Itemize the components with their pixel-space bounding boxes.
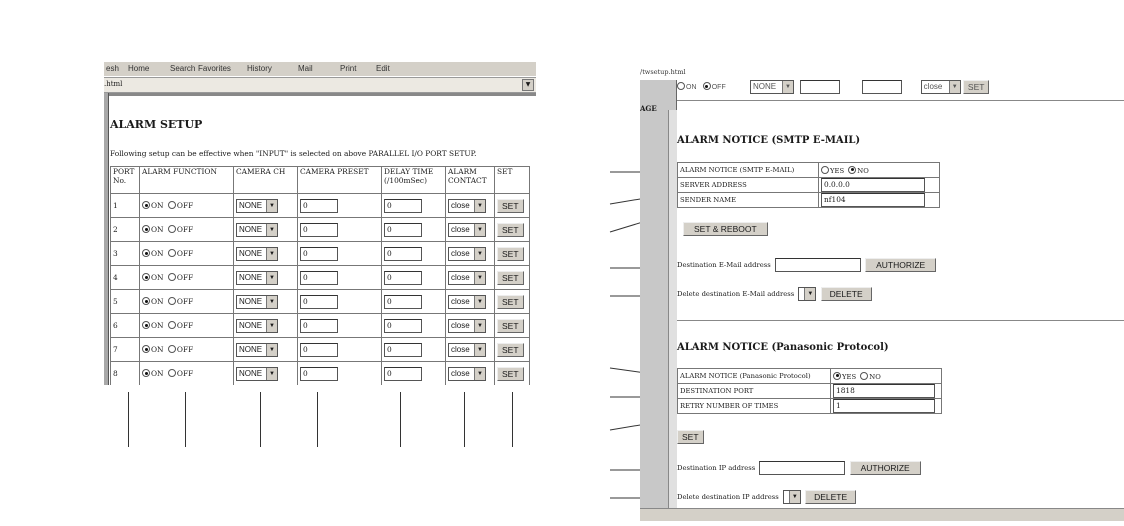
camera-preset-input[interactable]: 0 (300, 271, 338, 285)
header-set: SET (495, 167, 530, 194)
smtp-title: ALARM NOTICE (SMTP E-MAIL) (677, 135, 861, 146)
leader-line-delay (400, 392, 401, 447)
delay-time-input[interactable]: 0 (384, 295, 422, 309)
page-title: ALARM SETUP (110, 118, 203, 131)
toolbar-refresh[interactable]: esh (106, 64, 119, 73)
table-row (111, 194, 530, 218)
dest-port-input[interactable]: 1818 (833, 384, 935, 398)
divider (677, 100, 1124, 101)
top-on-label: ON (686, 84, 697, 91)
alarm-contact-cell (446, 314, 495, 338)
dest-port-label: DESTINATION PORT (678, 384, 831, 399)
alarm-on-radio[interactable] (142, 369, 150, 377)
server-address-label: SERVER ADDRESS (678, 178, 819, 193)
toolbar-print[interactable]: Print (340, 64, 357, 73)
camera-ch-cell (234, 338, 298, 362)
alarm-on-radio[interactable] (142, 225, 150, 233)
alarm-off-radio[interactable] (168, 297, 176, 305)
alarm-contact-cell (446, 194, 495, 218)
delete-ip-label: Delete destination IP address (677, 493, 779, 501)
address-bar[interactable]: /twsetup.html (640, 68, 686, 76)
camera-ch-select[interactable] (236, 199, 278, 213)
panasonic-title: ALARM NOTICE (Panasonic Protocol) (677, 342, 889, 353)
panasonic-yes-label: YES (842, 372, 857, 381)
alarm-contact-select[interactable] (448, 367, 486, 381)
alarm-function-cell (140, 266, 234, 290)
delete-ip-select[interactable] (783, 490, 801, 504)
toolbar-favorites[interactable]: Favorites (198, 64, 231, 73)
alarm-off-radio[interactable] (168, 321, 176, 329)
authorize-email-button[interactable]: AUTHORIZE (865, 258, 936, 272)
panasonic-notice-label: ALARM NOTICE (Panasonic Protocol) (678, 369, 831, 384)
camera-ch-value: NONE (239, 200, 263, 210)
set-cell (495, 314, 530, 338)
delay-time-input[interactable]: 0 (384, 367, 422, 381)
browser-toolbar (104, 62, 536, 76)
alarm-notice-screenshot (640, 62, 1124, 526)
top-on-radio[interactable] (677, 82, 685, 90)
sender-name-cell (819, 193, 940, 208)
camera-preset-input[interactable]: 0 (300, 295, 338, 309)
delay-time-input[interactable]: 0 (384, 247, 422, 261)
on-label: ON (151, 297, 164, 306)
dropdown-arrow-icon: ▼ (266, 248, 277, 260)
dropdown-arrow-icon: ▼ (474, 320, 485, 332)
delete-ip-row (677, 490, 856, 504)
delete-email-select[interactable] (798, 287, 816, 301)
alarm-on-radio[interactable] (142, 273, 150, 281)
off-label: OFF (176, 273, 194, 282)
camera-ch-select[interactable] (236, 295, 278, 309)
panasonic-no-radio[interactable] (860, 372, 868, 380)
authorize-ip-button[interactable]: AUTHORIZE (850, 461, 921, 475)
alarm-contact-select[interactable] (448, 247, 486, 261)
alarm-contact-value: close (451, 368, 470, 378)
set-reboot-button[interactable]: SET & REBOOT (683, 222, 768, 236)
alarm-contact-value: close (451, 344, 470, 354)
off-label: OFF (176, 225, 194, 234)
alarm-off-radio[interactable] (168, 201, 176, 209)
set-button[interactable]: SET (497, 271, 524, 285)
camera-ch-value: NONE (239, 248, 263, 258)
dropdown-arrow-icon: ▼ (474, 296, 485, 308)
dest-ip-row (677, 461, 921, 475)
toolbar-search[interactable]: Search (170, 64, 196, 73)
camera-preset-cell (298, 314, 382, 338)
alarm-off-radio[interactable] (168, 369, 176, 377)
top-contact-value: close (923, 82, 943, 91)
dropdown-arrow-icon: ▼ (789, 491, 800, 503)
panasonic-table (677, 368, 942, 414)
on-label: ON (151, 321, 164, 330)
top-camera-select[interactable] (750, 80, 794, 94)
panasonic-notice-options (831, 369, 942, 384)
top-off-label: OFF (711, 84, 726, 91)
on-label: ON (151, 249, 164, 258)
camera-preset-input[interactable]: 0 (300, 319, 338, 333)
camera-preset-cell (298, 194, 382, 218)
delay-time-input[interactable]: 0 (384, 343, 422, 357)
header-camera-preset: CAMERA PRESET (298, 167, 382, 194)
dest-email-label: Destination E-Mail address (677, 261, 771, 269)
dropdown-arrow-icon: ▼ (474, 344, 485, 356)
set-cell (495, 362, 530, 386)
off-label: OFF (176, 201, 194, 210)
toolbar-mail[interactable]: Mail (298, 64, 313, 73)
retry-label: RETRY NUMBER OF TIMES (678, 399, 831, 414)
set-button[interactable]: SET (497, 223, 524, 237)
retry-cell (831, 399, 942, 414)
leader-line-function (185, 392, 186, 447)
port-number: 5 (111, 290, 140, 314)
camera-preset-cell (298, 362, 382, 386)
table-row (111, 314, 530, 338)
leader-line-set (512, 392, 513, 447)
alarm-contact-cell (446, 242, 495, 266)
off-label: OFF (176, 369, 194, 378)
server-address-cell (819, 178, 940, 193)
alarm-function-cell (140, 194, 234, 218)
delay-time-input[interactable]: 0 (384, 271, 422, 285)
delete-email-label: Delete destination E-Mail address (677, 290, 795, 298)
dest-email-input[interactable] (775, 258, 861, 272)
table-row (111, 338, 530, 362)
alarm-contact-cell (446, 338, 495, 362)
dropdown-arrow-icon: ▼ (474, 368, 485, 380)
set-button[interactable]: SET (497, 295, 524, 309)
dropdown-arrow-icon: ▼ (266, 224, 277, 236)
sender-name-input[interactable]: nf104 (821, 193, 925, 207)
camera-preset-input[interactable]: 0 (300, 343, 338, 357)
alarm-function-cell (140, 290, 234, 314)
sidebar-label: AGE (640, 104, 657, 113)
alarm-off-radio[interactable] (168, 249, 176, 257)
status-bar (640, 508, 1124, 521)
alarm-contact-select[interactable] (448, 343, 486, 357)
frame-border (108, 93, 536, 96)
alarm-function-cell (140, 362, 234, 386)
alarm-function-cell (140, 338, 234, 362)
camera-ch-value: NONE (239, 224, 263, 234)
set-button[interactable]: SET (497, 343, 524, 357)
dropdown-arrow-icon: ▼ (266, 320, 277, 332)
frame-divider[interactable] (104, 93, 109, 385)
dropdown-arrow-icon: ▼ (266, 272, 277, 284)
camera-preset-cell (298, 290, 382, 314)
delete-ip-button[interactable]: DELETE (805, 490, 856, 504)
smtp-notice-label: ALARM NOTICE (SMTP E-MAIL) (678, 163, 819, 178)
header-delay-time: DELAY TIME (/100mSec) (382, 167, 446, 194)
alarm-contact-cell (446, 362, 495, 386)
alarm-function-cell (140, 218, 234, 242)
partial-row (677, 80, 989, 94)
on-label: ON (151, 369, 164, 378)
off-label: OFF (176, 249, 194, 258)
alarm-off-radio[interactable] (168, 273, 176, 281)
off-label: OFF (176, 297, 194, 306)
set-reboot-row (683, 222, 768, 236)
delay-time-input[interactable]: 0 (384, 199, 422, 213)
alarm-setup-table (110, 166, 530, 385)
toolbar-history[interactable]: History (247, 64, 272, 73)
set-button[interactable]: SET (497, 319, 524, 333)
port-number: 8 (111, 362, 140, 386)
camera-preset-cell (298, 242, 382, 266)
alarm-contact-select[interactable] (448, 271, 486, 285)
dropdown-arrow-icon: ▼ (474, 248, 485, 260)
camera-preset-input[interactable]: 0 (300, 247, 338, 261)
alarm-contact-value: close (451, 296, 470, 306)
smtp-yes-label: YES (830, 166, 845, 175)
camera-ch-select[interactable] (236, 367, 278, 381)
setup-note: Following setup can be effective when "INPUT" is selected on above PARALLEL I/O PORT SETUP. (110, 149, 477, 158)
on-label: ON (151, 273, 164, 282)
toolbar-home[interactable]: Home (128, 64, 150, 73)
camera-ch-value: NONE (239, 320, 263, 330)
on-label: ON (151, 225, 164, 234)
port-number: 1 (111, 194, 140, 218)
delay-time-cell (382, 290, 446, 314)
delay-time-cell (382, 338, 446, 362)
alarm-contact-value: close (451, 200, 470, 210)
alarm-on-radio[interactable] (142, 249, 150, 257)
camera-ch-value: NONE (239, 272, 263, 282)
camera-preset-input[interactable]: 0 (300, 223, 338, 237)
address-bar[interactable] (104, 77, 536, 93)
camera-preset-input[interactable]: 0 (300, 367, 338, 381)
set-button[interactable]: SET (497, 199, 524, 213)
camera-ch-select[interactable] (236, 247, 278, 261)
delay-time-cell (382, 218, 446, 242)
on-label: ON (151, 345, 164, 354)
top-off-radio[interactable] (703, 82, 711, 90)
camera-preset-input[interactable]: 0 (300, 199, 338, 213)
on-label: ON (151, 201, 164, 210)
delay-time-cell (382, 266, 446, 290)
smtp-table (677, 162, 940, 208)
camera-ch-select[interactable] (236, 223, 278, 237)
alarm-on-radio[interactable] (142, 297, 150, 305)
dropdown-arrow-icon: ▼ (266, 296, 277, 308)
panasonic-set-row (677, 430, 704, 444)
camera-ch-value: NONE (239, 344, 263, 354)
camera-ch-select[interactable] (236, 319, 278, 333)
camera-ch-cell (234, 242, 298, 266)
alarm-contact-cell (446, 290, 495, 314)
dropdown-arrow-icon: ▼ (266, 200, 277, 212)
alarm-contact-value: close (451, 272, 470, 282)
dest-ip-label: Destination IP address (677, 464, 756, 472)
alarm-contact-select[interactable] (448, 295, 486, 309)
delay-time-cell (382, 314, 446, 338)
port-number: 4 (111, 266, 140, 290)
set-cell (495, 266, 530, 290)
set-cell (495, 290, 530, 314)
table-row (111, 218, 530, 242)
top-delay-input[interactable] (862, 80, 902, 94)
dest-port-cell (831, 384, 942, 399)
table-row (111, 242, 530, 266)
camera-ch-cell (234, 266, 298, 290)
delay-time-input[interactable]: 0 (384, 319, 422, 333)
top-contact-select[interactable] (921, 80, 961, 94)
panasonic-yes-radio[interactable] (833, 372, 841, 380)
smtp-no-radio[interactable] (848, 166, 856, 174)
address-text: .html (104, 80, 123, 88)
divider (677, 320, 1124, 321)
alarm-off-radio[interactable] (168, 345, 176, 353)
off-label: OFF (176, 345, 194, 354)
camera-ch-cell (234, 314, 298, 338)
camera-ch-value: NONE (239, 296, 263, 306)
camera-preset-cell (298, 218, 382, 242)
retry-input[interactable]: 1 (833, 399, 935, 413)
alarm-contact-select[interactable] (448, 223, 486, 237)
alarm-on-radio[interactable] (142, 345, 150, 353)
camera-ch-select[interactable] (236, 271, 278, 285)
delay-time-cell (382, 194, 446, 218)
alarm-contact-value: close (451, 320, 470, 330)
smtp-no-label: NO (857, 166, 869, 175)
off-label: OFF (176, 321, 194, 330)
set-cell (495, 338, 530, 362)
set-button[interactable]: SET (497, 247, 524, 261)
dropdown-arrow-icon: ▼ (474, 272, 485, 284)
alarm-contact-cell (446, 266, 495, 290)
dropdown-arrow-icon: ▼ (266, 368, 277, 380)
delay-time-input[interactable]: 0 (384, 223, 422, 237)
alarm-function-cell (140, 314, 234, 338)
dropdown-arrow-icon: ▼ (266, 344, 277, 356)
sender-name-label: SENDER NAME (678, 193, 819, 208)
sidebar-scrollbar[interactable] (668, 110, 677, 510)
top-camera-value: NONE (752, 82, 777, 91)
port-number: 2 (111, 218, 140, 242)
panasonic-no-label: NO (869, 372, 881, 381)
dropdown-arrow-icon: ▼ (474, 224, 485, 236)
server-address-input[interactable]: 0.0.0.0 (821, 178, 925, 192)
dropdown-arrow-icon: ▼ (782, 81, 793, 93)
set-cell (495, 194, 530, 218)
set-cell (495, 242, 530, 266)
set-button[interactable]: SET (497, 367, 524, 381)
camera-ch-cell (234, 194, 298, 218)
dropdown-arrow-icon: ▼ (949, 81, 960, 93)
top-preset-input[interactable] (800, 80, 840, 94)
alarm-off-radio[interactable] (168, 225, 176, 233)
alarm-contact-value: close (451, 224, 470, 234)
top-set-button[interactable]: SET (963, 80, 990, 94)
camera-ch-value: NONE (239, 368, 263, 378)
dest-email-row (677, 258, 936, 272)
dropdown-arrow-icon: ▼ (804, 288, 815, 300)
header-camera-ch: CAMERA CH (234, 167, 298, 194)
notice-content (677, 80, 1124, 516)
alarm-setup-screenshot (104, 62, 536, 385)
port-number: 6 (111, 314, 140, 338)
table-row (111, 266, 530, 290)
delete-email-button[interactable]: DELETE (821, 287, 872, 301)
alarm-contact-select[interactable] (448, 319, 486, 333)
table-row (111, 290, 530, 314)
leader-line-port (128, 392, 129, 447)
leader-line-preset (317, 392, 318, 447)
smtp-notice-options (819, 163, 940, 178)
camera-ch-cell (234, 290, 298, 314)
leader-line-camera-ch (260, 392, 261, 447)
alarm-on-radio[interactable] (142, 321, 150, 329)
camera-ch-cell (234, 362, 298, 386)
set-cell (495, 218, 530, 242)
table-row (111, 362, 530, 386)
dest-ip-input[interactable] (759, 461, 845, 475)
port-number: 3 (111, 242, 140, 266)
leader-line-contact (464, 392, 465, 447)
delay-time-cell (382, 242, 446, 266)
alarm-contact-select[interactable] (448, 199, 486, 213)
alarm-on-radio[interactable] (142, 201, 150, 209)
camera-ch-cell (234, 218, 298, 242)
delete-email-row (677, 287, 872, 301)
smtp-yes-radio[interactable] (821, 166, 829, 174)
alarm-function-cell (140, 242, 234, 266)
dropdown-arrow-icon: ▼ (474, 200, 485, 212)
delay-time-cell (382, 362, 446, 386)
toolbar-edit[interactable]: Edit (376, 64, 390, 73)
header-alarm-contact: ALARM CONTACT (446, 167, 495, 194)
port-number: 7 (111, 338, 140, 362)
camera-preset-cell (298, 266, 382, 290)
camera-ch-select[interactable] (236, 343, 278, 357)
header-alarm-function: ALARM FUNCTION (140, 167, 234, 194)
alarm-contact-value: close (451, 248, 470, 258)
address-dropdown-icon[interactable]: ▼ (522, 79, 534, 91)
header-port: PORT No. (111, 167, 140, 194)
panasonic-set-button[interactable]: SET (677, 430, 704, 444)
alarm-contact-cell (446, 218, 495, 242)
camera-preset-cell (298, 338, 382, 362)
